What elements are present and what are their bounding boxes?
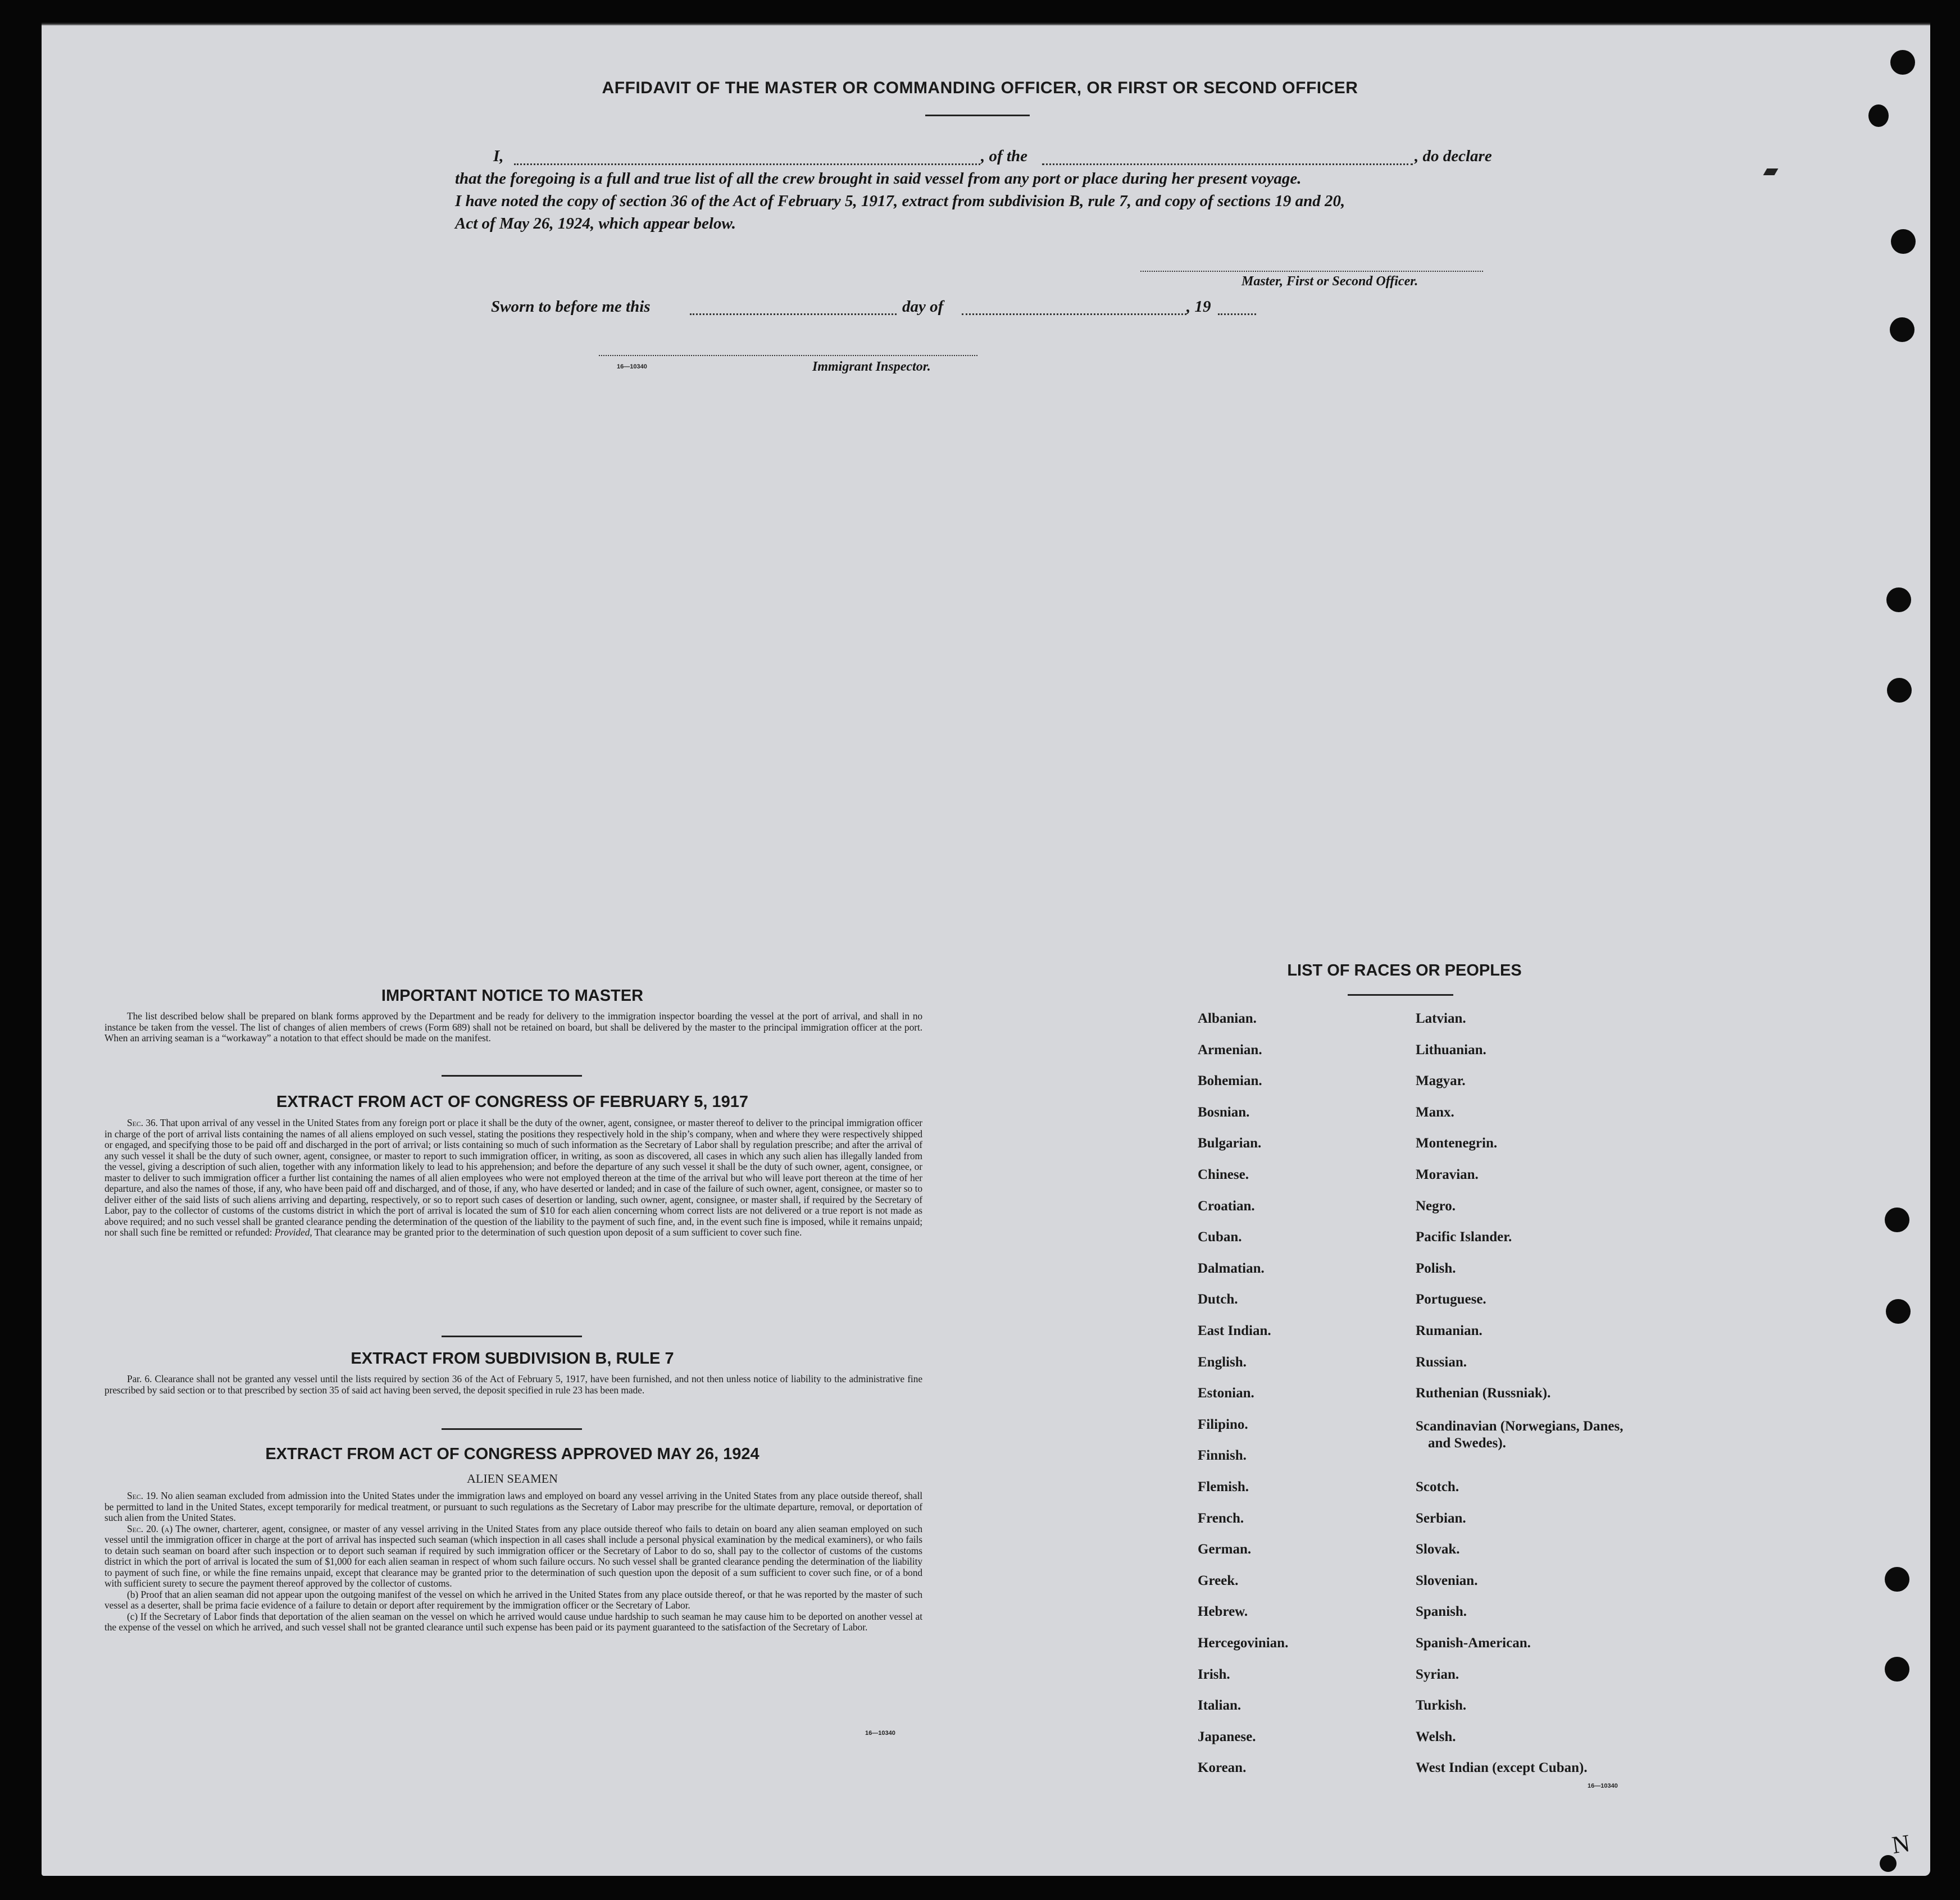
section-divider xyxy=(442,1428,582,1430)
race-item: Montenegrin. xyxy=(1416,1136,1498,1151)
race-item: Japanese. xyxy=(1198,1729,1256,1744)
race-item: French. xyxy=(1198,1510,1244,1526)
notice-title: IMPORTANT NOTICE TO MASTER xyxy=(381,987,644,1005)
extract-1917-title: EXTRACT FROM ACT OF CONGRESS OF FEBRUARY 5, 1917 xyxy=(276,1093,749,1111)
race-item: Scandinavian (Norwegians, Danes, and Swedes). xyxy=(1416,1418,1624,1451)
race-item: Filipino. xyxy=(1198,1416,1248,1432)
punch-hole xyxy=(1890,50,1915,75)
sec-36-text: That upon arrival of any vessel in the United States from any foreign port or place it shall be the duty of the owner, agent, consignee, or master thereof to deliver to the principal immigration officer in charge of the port of arrival lists containing the names of all aliens employed on such vessel, stating the positions they respectively hold in the ship’s company, when and where they were respectively shipped or engaged, and specifying those to be paid off and discharged in the port of arrival; or lists containing so much of such information as the Secretary of Labor shall by regulation prescribe; and after the arrival of any such vessel it shall be the duty of such owner, agent, consignee, or master to report to such immigration officer, in writing, as soon as discovered, all cases in which any such alien has illegally landed from the vessel, giving a description of such alien, together with any information likely to lead to his apprehension; and before the departure of any such vessel it shall be the duty of such owner, agent, consignee, or master to deliver to such immigration officer a further list containing the names of all alien employees who were not employed thereon at the time of the arrival but who will leave port thereon at the time of her departure, and also the names of those, if any, who have been paid off and discharged, and of those, if any, who have deserted or landed; and in case of the failure of such owner, agent, consignee, or master so to deliver either of the said lists of such aliens arriving and departing, respectively, or so to report such cases of desertion or landing, such owner, agent, consignee, or master shall, if required by the Secretary of Labor, pay to the collector of customs of the customs district in which the port of arrival is located the sum of $10 for each alien concerning whom correct lists are not delivered or a true report is not made as above required; and no such vessel shall be granted clearance pending the determination of the question of the liability to the payment of such fine, and, in the event such fine is imposed, while it remains unpaid; nor shall such fine be remitted or refunded: xyxy=(104,1117,922,1238)
race-item: Hebrew. xyxy=(1198,1604,1248,1620)
punch-hole xyxy=(1885,1657,1909,1682)
affidavit-line-2: that the foregoing is a full and true list of all the crew brought in said vessel from any port or place during her present voyage. xyxy=(455,170,1302,188)
race-item: Scotch. xyxy=(1416,1479,1459,1495)
race-item: Croatian. xyxy=(1198,1198,1255,1214)
inspector-label: Immigrant Inspector. xyxy=(812,359,931,374)
sec-19-text: No alien seaman excluded from admission into the United States under the immigration laws and employed on board any vessel arriving in the United States from any place outside thereof, shall be permitted to land in the United States, except temporarily for medical treatment, or pursuant to such regulations as the Secretary of Labor may prescribe for the ultimate departure, removal, or deportation of such alien from the United States. xyxy=(104,1490,922,1523)
extract-1917-block xyxy=(104,1118,922,1238)
race-item: Cuban. xyxy=(1198,1229,1242,1245)
races-underline xyxy=(1348,994,1453,996)
race-item: Russian. xyxy=(1416,1354,1467,1370)
race-item: Slovak. xyxy=(1416,1542,1460,1557)
affidavit-i: I, xyxy=(493,147,504,165)
race-item: Polish. xyxy=(1416,1260,1456,1276)
affidavit-line-3: I have noted the copy of section 36 of the Act of February 5, 1917, extract from subdivision B, rule 7, and copy of sections 19 and 20, xyxy=(455,192,1345,210)
race-item: Lithuanian. xyxy=(1416,1042,1486,1058)
sec-20a-text: The owner, charterer, agent, consignee, or master of any vessel arriving in the United States from any place outside thereof who fails to detain on board any alien seaman employed on such vessel until the immigration officer in charge at the port of arrival has inspected such seaman (which inspection in all cases shall include a personal physical examination by the medical examiners), or who fails to detain such seaman on board after such inspection or to deport such seaman if required by such immigration officer or the Secretary of Labor to do so, shall pay to the collector of customs of the customs district in which the port of arrival is located the sum of $1,000 for each alien seaman in respect of whom such failure occurs. No such vessel shall be granted clearance pending the determination of the liability to payment of such fine, or while the fine remains unpaid, except that clearance may be granted prior to the determination of such question upon the deposit of a sum sufficient to cover such fine, or of a bond with sufficient surety to secure the payment thereof approved by the collector of customs. xyxy=(104,1523,922,1589)
punch-hole xyxy=(1887,678,1912,703)
name-blank xyxy=(514,163,980,165)
signature-line xyxy=(1140,271,1483,272)
margin-handwriting: N xyxy=(1890,1829,1912,1859)
extract-rule7-title: EXTRACT FROM SUBDIVISION B, RULE 7 xyxy=(351,1350,674,1368)
race-item: Greek. xyxy=(1198,1573,1239,1588)
race-item: Turkish. xyxy=(1416,1698,1467,1714)
title-underline xyxy=(925,115,1030,116)
race-item: Dutch. xyxy=(1198,1292,1238,1307)
extract-rule7-block xyxy=(104,1374,922,1396)
race-item: English. xyxy=(1198,1354,1247,1370)
race-item: Armenian. xyxy=(1198,1042,1262,1058)
race-item: Portuguese. xyxy=(1416,1292,1486,1307)
race-item: Irish. xyxy=(1198,1666,1230,1682)
punch-hole xyxy=(1886,587,1911,612)
rule7-text: Par. 6. Clearance shall not be granted any vessel until the lists required by section 36 of the Act of February 5, 1917, have been furnished, and not then unless notice of liability to the administrative fine prescribed by said section or to that prescribed by section 35 of said act having been served, the deposit specified in rule 23 has been made. xyxy=(104,1373,922,1396)
race-item: Negro. xyxy=(1416,1198,1456,1214)
section-divider xyxy=(442,1336,582,1337)
punch-hole xyxy=(1885,1567,1909,1592)
race-item: Manx. xyxy=(1416,1104,1454,1120)
extract-1924-title: EXTRACT FROM ACT OF CONGRESS APPROVED MAY 26, 1924 xyxy=(265,1445,760,1463)
race-item: Moravian. xyxy=(1416,1167,1479,1182)
race-item: Slovenian. xyxy=(1416,1573,1478,1588)
race-item: Hercegovinian. xyxy=(1198,1635,1289,1651)
race-item: Serbian. xyxy=(1416,1510,1466,1526)
race-item: Finnish. xyxy=(1198,1448,1247,1464)
punch-hole xyxy=(1890,317,1914,342)
race-item: Korean. xyxy=(1198,1760,1247,1776)
race-item: Spanish. xyxy=(1416,1604,1467,1620)
race-item: Magyar. xyxy=(1416,1073,1466,1089)
sec-20-label: Sec. 20. (a) xyxy=(127,1523,173,1534)
sworn-day: day of xyxy=(902,298,944,316)
notice-text-block xyxy=(104,1011,922,1044)
race-item: Pacific Islander. xyxy=(1416,1229,1512,1245)
sworn-year: , 19 xyxy=(1186,298,1211,316)
race-item: Syrian. xyxy=(1416,1666,1459,1682)
race-item: Spanish-American. xyxy=(1416,1635,1531,1651)
race-item: Rumanian. xyxy=(1416,1323,1482,1338)
sec-36-tail: That clearance may be granted prior to the determination of such question upon deposit of a sum sufficient to cover such fine. xyxy=(314,1227,802,1238)
sec-36-label: Sec. 36. xyxy=(127,1117,158,1128)
affidavit-form-code: 16—10340 xyxy=(617,363,647,370)
races-title: LIST OF RACES OR PEOPLES xyxy=(1287,962,1522,979)
race-item: Flemish. xyxy=(1198,1479,1249,1495)
race-item: East Indian. xyxy=(1198,1323,1271,1338)
race-item: West Indian (except Cuban). xyxy=(1416,1760,1588,1776)
sec-20b-text: (b) Proof that an alien seaman did not appear upon the outgoing manifest of the vessel on which he arrived in the United States from any place outside thereof, or that he was reported by the master of such vessel as a deserter, shall be prima facie evidence of a failure to detain or deport after requirement by the immigration officer or the Secretary of Labor. xyxy=(104,1588,922,1611)
signature-label: Master, First or Second Officer. xyxy=(1242,274,1418,289)
race-item: Bohemian. xyxy=(1198,1073,1262,1089)
section-divider xyxy=(442,1075,582,1077)
sworn-month-blank xyxy=(962,313,1186,315)
race-item: Latvian. xyxy=(1416,1011,1466,1026)
extract-1924-block xyxy=(104,1491,922,1633)
races-form-code: 16—10340 xyxy=(1588,1783,1618,1789)
punch-hole xyxy=(1868,104,1889,127)
race-item: Welsh. xyxy=(1416,1729,1456,1744)
notice-text: The list described below shall be prepared on blank forms approved by the Department and be ready for delivery to the immigration inspector boarding the vessel at the port of arrival, and shall in no instance be taken from the vessel. The list of changes of alien members of crews (Form 689) shall not be retained on board, but shall be delivered by the master to the principal immigration officer at the port. When an arriving seaman is a “workaway” a notation to that effect should be made on the manifest. xyxy=(104,1010,922,1044)
vessel-blank xyxy=(1042,163,1413,165)
race-item: Italian. xyxy=(1198,1698,1242,1714)
affidavit-do-declare: , do declare xyxy=(1415,147,1492,165)
inspector-line xyxy=(599,355,977,356)
top-edge xyxy=(42,22,1930,26)
provided-word: Provided, xyxy=(274,1227,312,1238)
punch-hole xyxy=(1891,229,1916,254)
race-item: Bulgarian. xyxy=(1198,1136,1262,1151)
race-item: German. xyxy=(1198,1542,1252,1557)
affidavit-line-4: Act of May 26, 1924, which appear below. xyxy=(455,215,736,233)
sworn-prefix: Sworn to before me this xyxy=(491,298,651,316)
race-item: Bosnian. xyxy=(1198,1104,1250,1120)
punch-hole xyxy=(1885,1208,1909,1232)
sec-20c-text: (c) If the Secretary of Labor finds that deportation of the alien seaman on the vessel on which he arrived would cause undue hardship to such seaman he may cause him to be deported on another vessel at the expense of the vessel on which he arrived, and such vessel shall not be granted clearance until such expense has been paid or its payment guaranteed to the satisfaction of the Secretary of Labor. xyxy=(104,1610,922,1633)
race-item: Estonian. xyxy=(1198,1386,1254,1401)
affidavit-title: AFFIDAVIT OF THE MASTER OR COMMANDING OFFICER, OR FIRST OR SECOND OFFICER xyxy=(602,79,1358,97)
sworn-day-blank xyxy=(690,313,897,315)
race-item: Albanian. xyxy=(1198,1011,1257,1026)
extract-form-code: 16—10340 xyxy=(865,1730,895,1737)
sec-19-label: Sec. 19. xyxy=(127,1490,158,1501)
sworn-year-blank xyxy=(1218,313,1256,315)
affidavit-of-the: , of the xyxy=(981,147,1027,165)
punch-hole xyxy=(1886,1299,1911,1324)
alien-seamen-subtitle: ALIEN SEAMEN xyxy=(467,1471,558,1486)
race-item: Chinese. xyxy=(1198,1167,1249,1182)
race-item: Dalmatian. xyxy=(1198,1260,1265,1276)
race-item: Ruthenian (Russniak). xyxy=(1416,1386,1551,1401)
